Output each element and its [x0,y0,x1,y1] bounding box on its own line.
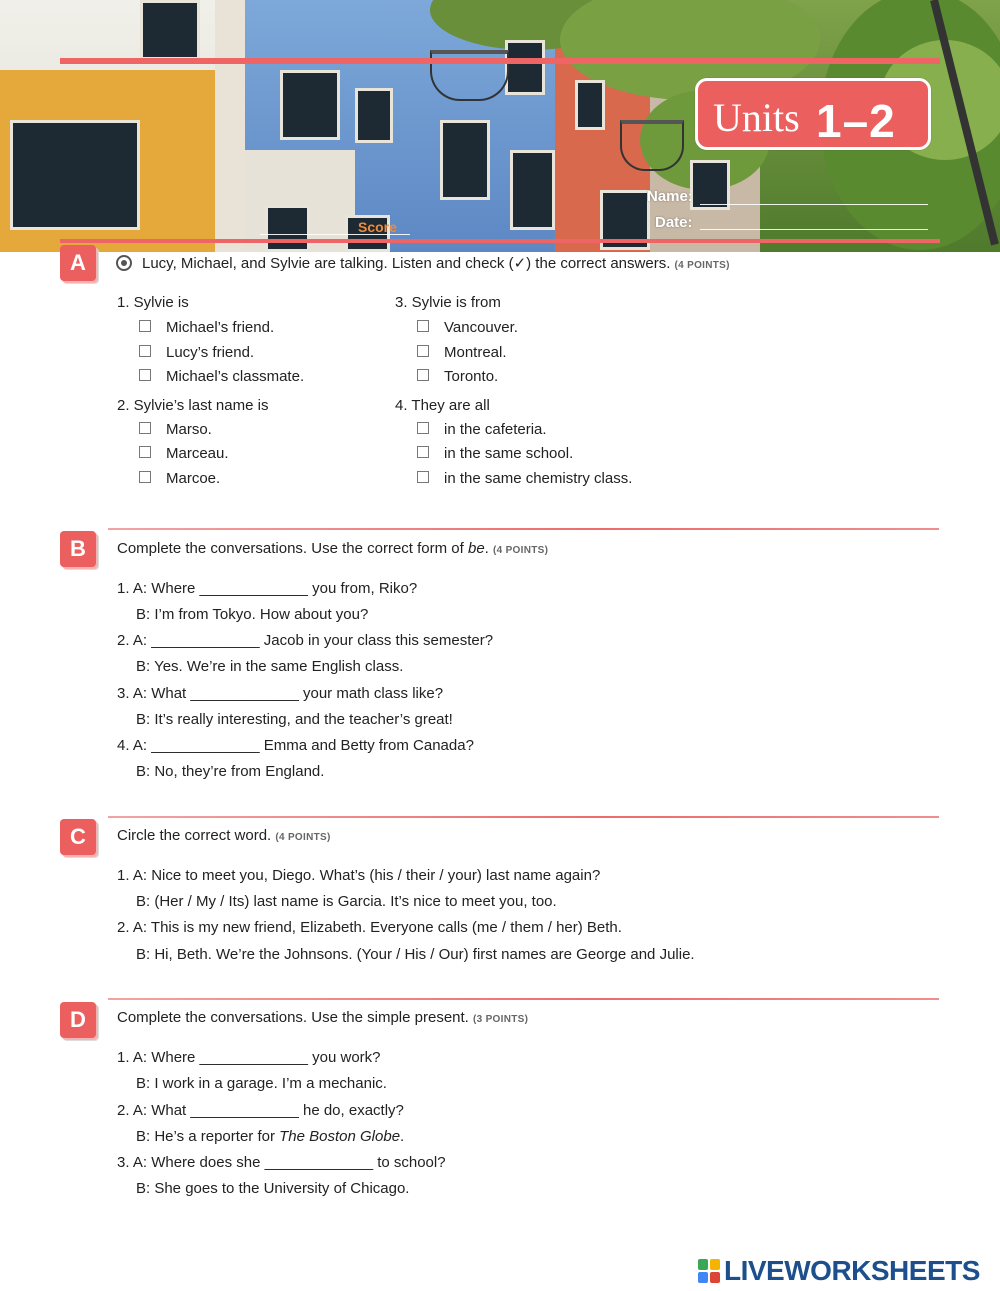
a-q1-checkbox-3[interactable] [139,369,151,381]
a-q4-checkbox-1[interactable] [417,422,429,434]
name-field[interactable] [700,204,928,205]
header-bottom-rule [60,239,940,243]
section-b-instruction: Complete the conversations. Use the correct form of be. (4 POINTS) [117,540,549,557]
a-q2-option-2: Marceau. [166,445,229,462]
b-line-8: B: No, they’re from England. [136,763,325,780]
date-field[interactable] [700,229,928,230]
section-c-points: (4 POINTS) [275,832,331,843]
d-line-2: B: I work in a garage. I’m a mechanic. [136,1075,387,1092]
a-q2-checkbox-1[interactable] [139,422,151,434]
b-line-7[interactable]: 4. A: _____________ Emma and Betty from Canada? [117,737,474,754]
a-q3-checkbox-3[interactable] [417,369,429,381]
a-q1-stem: 1. Sylvie is [117,294,189,311]
section-b-points: (4 POINTS) [493,545,549,556]
a-q3-stem: 3. Sylvie is from [395,294,501,311]
section-a-badge: A [60,245,96,281]
score-label: Score [358,219,397,235]
header-top-rule [60,58,940,64]
a-q3-option-2: Montreal. [444,344,507,361]
a-q4-checkbox-3[interactable] [417,471,429,483]
section-c-badge: C [60,819,96,855]
units-word: Units [713,95,800,140]
a-q4-checkbox-2[interactable] [417,446,429,458]
section-b-badge: B [60,531,96,567]
audio-icon[interactable] [116,255,132,271]
a-q1-option-2: Lucy’s friend. [166,344,255,361]
a-q3-checkbox-1[interactable] [417,320,429,332]
a-q2-option-1: Marso. [166,421,212,438]
c-line-3[interactable]: 2. A: This is my new friend, Elizabeth. Everyone calls (me / them / her) Beth. [117,919,622,936]
a-q1-checkbox-1[interactable] [139,320,151,332]
liveworksheets-logo-text: LIVEWORKSHEETS [724,1255,980,1286]
d-line-1[interactable]: 1. A: Where _____________ you work? [117,1049,381,1066]
c-line-1[interactable]: 1. A: Nice to meet you, Diego. What’s (his / their / your) last name again? [117,867,601,884]
a-q2-option-3: Marcoe. [166,470,221,487]
section-a-instruction: Lucy, Michael, and Sylvie are talking. Listen and check (✓) the correct answers. (4 POINTS) [142,255,730,272]
units-title-box [695,78,931,150]
a-q3-option-1: Vancouver. [444,319,518,336]
a-q1-checkbox-2[interactable] [139,345,151,357]
c-line-2[interactable]: B: (Her / My / Its) last name is Garcia. It’s nice to meet you, too. [136,893,557,910]
name-label: Name: [647,188,693,205]
a-q4-option-3: in the same chemistry class. [444,470,633,487]
d-line-4: B: He’s a reporter for The Boston Globe. [136,1128,405,1145]
b-line-4: B: Yes. We’re in the same English class. [136,658,404,675]
d-line-3[interactable]: 2. A: What _____________ he do, exactly? [117,1102,404,1119]
section-d-points: (3 POINTS) [473,1014,529,1025]
a-q3-option-3: Toronto. [444,368,499,385]
b-line-6: B: It’s really interesting, and the teacher’s great! [136,711,453,728]
date-label: Date: [655,214,693,231]
section-b-divider [108,528,939,530]
a-q4-option-1: in the cafeteria. [444,421,547,438]
a-q1-option-3: Michael’s classmate. [166,368,305,385]
section-d-instruction: Complete the conversations. Use the simple present. (3 POINTS) [117,1009,529,1026]
d-line-6: B: She goes to the University of Chicago. [136,1180,410,1197]
a-q2-stem: 2. Sylvie’s last name is [117,397,269,414]
b-line-1[interactable]: 1. A: Where _____________ you from, Riko? [117,580,418,597]
section-d-badge: D [60,1002,96,1038]
a-q1-option-1: Michael’s friend. [166,319,275,336]
section-c-divider [108,816,939,818]
section-a-points: (4 POINTS) [674,260,730,271]
liveworksheets-logo-icon [698,1259,720,1283]
a-q4-option-2: in the same school. [444,445,574,462]
a-q2-checkbox-2[interactable] [139,446,151,458]
d-line-5[interactable]: 3. A: Where does she _____________ to school? [117,1154,446,1171]
section-d-divider [108,998,939,1000]
a-q2-checkbox-3[interactable] [139,471,151,483]
units-number: 1–2 [816,95,896,147]
c-line-4[interactable]: B: Hi, Beth. We’re the Johnsons. (Your / His / Our) first names are George and Julie. [136,946,695,963]
a-q4-stem: 4. They are all [395,397,490,414]
a-q3-checkbox-2[interactable] [417,345,429,357]
b-line-2: B: I’m from Tokyo. How about you? [136,606,369,623]
section-c-instruction: Circle the correct word. (4 POINTS) [117,827,331,844]
b-line-5[interactable]: 3. A: What _____________ your math class like? [117,685,444,702]
b-line-3[interactable]: 2. A: _____________ Jacob in your class this semester? [117,632,494,649]
